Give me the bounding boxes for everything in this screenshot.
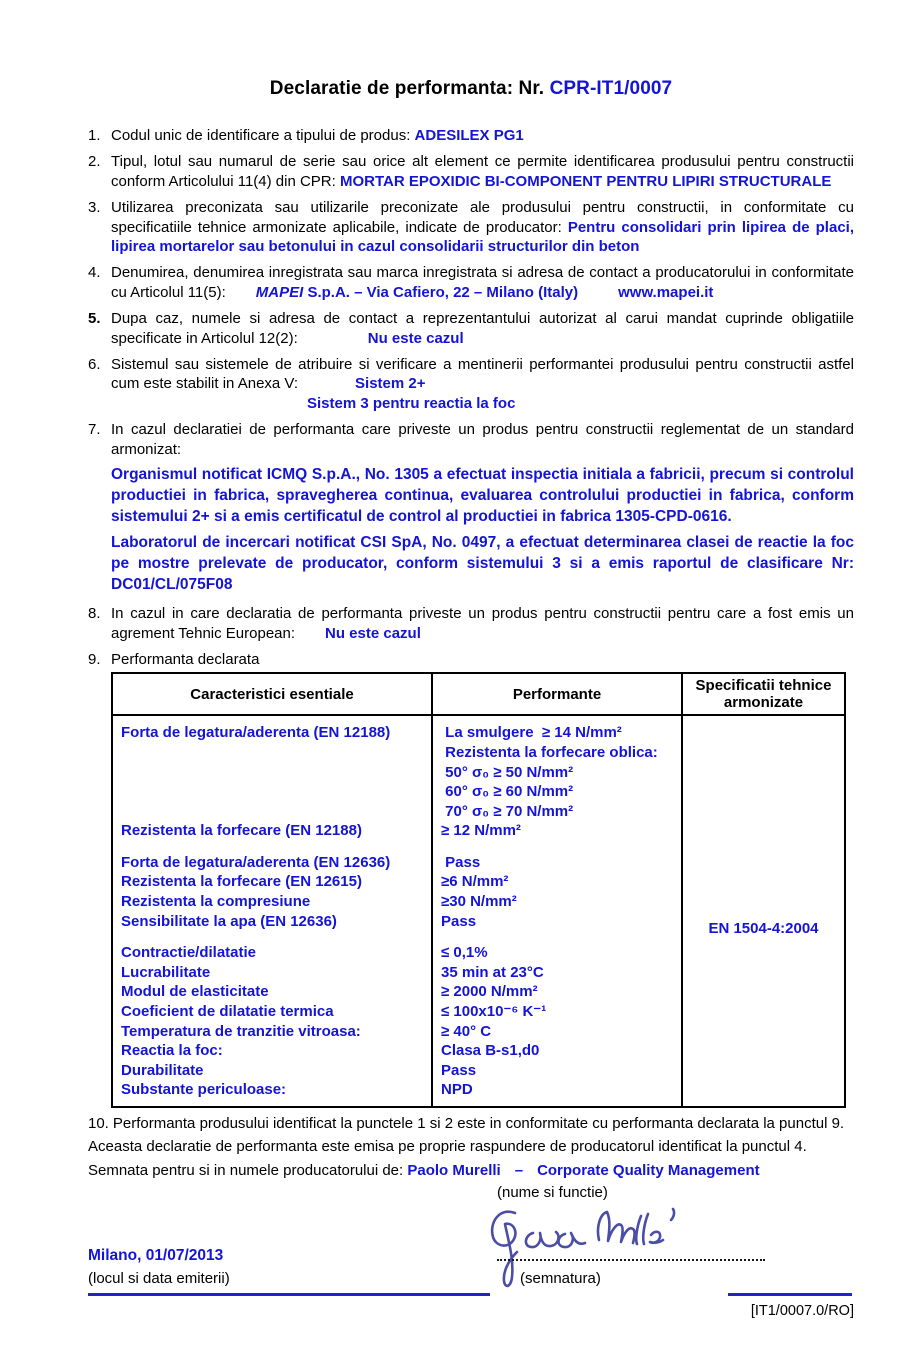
table-line: Durabilitate — [121, 1061, 204, 1079]
item-number: 3. — [88, 199, 101, 217]
characteristics-cell — [112, 715, 432, 1107]
item-body — [111, 126, 854, 145]
item-body — [111, 355, 854, 413]
item-number: 1. — [88, 127, 101, 144]
list-item-1 — [88, 126, 854, 145]
avcp-system-line-2 — [307, 394, 854, 413]
table-line: Forta de legatura/aderenta (EN 12188) — [121, 724, 391, 742]
manufacturer-brand: MAPEI — [255, 283, 304, 301]
table-line: 60° σ₀ ≥ 60 N/mm² — [441, 783, 574, 801]
list-item-7 — [88, 420, 854, 597]
signature-block — [88, 1203, 854, 1363]
header-performance: Performante — [432, 673, 682, 715]
table-line: Reactia la foc: — [121, 1042, 223, 1060]
signature-label: (semnatura) — [520, 1269, 601, 1287]
table-line: Rezistenta la forfecare (EN 12188) — [121, 822, 362, 840]
signer-role: Corporate Quality Management — [537, 1161, 760, 1179]
avcp-system-value: Sistem 2+ — [355, 375, 426, 393]
item-body — [111, 604, 854, 643]
item-body — [111, 650, 854, 669]
product-type-value: MORTAR EPOXIDIC BI-COMPONENT PENTRU LIPIRI STRUCTURALE — [339, 172, 832, 190]
intended-use-value: Pentru consolidari prin lipirea de placi, lipirea mortarelor sau betonului in cazul consolidarii structurilor din beton — [111, 218, 854, 256]
item-text: In cazul in care declaratia de performanta priveste un produs pentru constructii pentru care a fost emis un agrement Tehnic European: — [111, 605, 854, 642]
table-line: ≥ 2000 N/mm² — [441, 983, 538, 1001]
list-item-2 — [88, 152, 854, 191]
item-text: In cazul declaratiei de performanta care priveste un produs pentru constructii reglementat de un standard armonizat: — [111, 421, 854, 458]
item-number: 5. — [88, 310, 101, 328]
list-item-9 — [88, 650, 854, 669]
name-function-label: (nume si functie) — [497, 1184, 608, 1202]
product-code-value: ADESILEX PG1 — [414, 127, 524, 144]
table-line: Rezistenta la compresiune — [121, 893, 311, 911]
table-header-row — [112, 673, 845, 715]
item-text: Dupa caz, numele si adresa de contact a reprezentantului autorizat al carui mandat cuprinde obligatiile specificate in Articolul 12(2): — [111, 310, 854, 347]
signer-name: Paolo Murelli — [407, 1161, 501, 1179]
declaration-number: CPR-IT1/0007 — [549, 78, 673, 99]
item-text: Codul unic de identificare a tipului de produs: — [111, 127, 415, 144]
item-text: Performanta declarata — [111, 650, 260, 668]
table-line: ≥ 40° C — [441, 1022, 492, 1040]
signature-dotted-line — [497, 1245, 765, 1261]
table-line: Rezistenta la forfecare oblica: — [441, 743, 658, 761]
table-line: ≥30 N/mm² — [441, 893, 517, 911]
item-number: 4. — [88, 264, 101, 282]
responsibility-statement: Aceasta declaratie de performanta este emisa pe proprie raspundere de producatorul identificat la punctul 4. — [88, 1138, 807, 1156]
list-item-4 — [88, 263, 854, 302]
place-date-label: (locul si data emiterii) — [88, 1269, 230, 1287]
performance-cell — [432, 715, 682, 1107]
signed-by-line — [88, 1161, 854, 1180]
manufacturer-address: S.p.A. – Via Cafiero, 22 – Milano (Italy) — [303, 283, 579, 301]
place-and-date: Milano, 01/07/2013 — [88, 1246, 224, 1264]
item-body — [111, 152, 854, 191]
table-line: Rezistenta la forfecare (EN 12615) — [121, 873, 362, 891]
table-line — [121, 931, 423, 943]
table-line — [441, 931, 673, 943]
table-line — [121, 841, 423, 853]
table-line: Substante periculoase: — [121, 1081, 287, 1099]
header-characteristics: Caracteristici esentiale — [112, 673, 432, 715]
statement-text: Performanta produsului identificat la punctele 1 si 2 este in conformitate cu performanta declarata la punctul 9. — [112, 1115, 845, 1132]
table-line: Pass — [441, 853, 481, 871]
item-text: Utilizarea preconizata sau utilizarile preconizate ale produsului pentru constructii, in conformitate cu specificatiile tehnice armonizate aplicabile, indicate de producator: — [111, 199, 854, 236]
table-line: NPD — [441, 1081, 473, 1099]
table-line: Clasa B-s1,d0 — [441, 1042, 540, 1060]
item-body — [111, 198, 854, 256]
header-specifications: Specificatii tehnice armonizate — [682, 673, 845, 715]
table-line: Lucrabilitate — [121, 963, 211, 981]
table-line: Coeficient de dilatatie termica — [121, 1003, 334, 1021]
table-line: Contractie/dilatatie — [121, 944, 257, 962]
item-number: 8. — [88, 605, 101, 623]
bottom-rule-right — [728, 1293, 852, 1296]
table-line — [121, 763, 423, 783]
item-text: Denumirea, denumirea inregistrata sau marca inregistrata si adresa de contact a producatorului in conformitate cu Articolul 11(5): — [111, 264, 854, 301]
manufacturer-website: www.mapei.it — [618, 283, 714, 301]
performance-table — [111, 672, 846, 1108]
list-item-5 — [88, 309, 854, 348]
list-item-3 — [88, 198, 854, 256]
item-number: 9. — [88, 650, 101, 668]
table-line: ≥ 12 N/mm² — [441, 822, 521, 840]
table-line: 70° σ₀ ≥ 70 N/mm² — [441, 802, 574, 820]
table-body-row — [112, 715, 845, 1107]
item-text: Tipul, lotul sau numarul de serie sau orice alt element ce permite identificarea produsului pentru constructii conform Articolului 11(4) din CPR: — [111, 153, 854, 190]
item-body — [111, 263, 854, 302]
page-title — [88, 78, 854, 100]
table-line: Forta de legatura/aderenta (EN 12636) — [121, 853, 391, 871]
signed-by-text: Semnata pentru si in numele producatorului de: — [88, 1161, 408, 1179]
table-line — [441, 841, 673, 853]
item-number: 6. — [88, 356, 101, 374]
list-item-6 — [88, 355, 854, 413]
authorized-rep-value: Nu este cazul — [367, 329, 464, 347]
reference-code: [IT1/0007.0/RO] — [750, 1302, 854, 1319]
item-number: 2. — [88, 153, 101, 171]
test-lab-paragraph: Laboratorul de incercari notificat CSI SpA, No. 0497, a efectuat determinarea clasei de reactie la foc pe mostre prelevate de producator, conform sistemului 3 si a emis raportul de clasificare Nr: DC01/CL/075F08 — [111, 534, 854, 594]
conformity-statement — [88, 1114, 854, 1133]
notified-body-paragraph: Organismul notificat ICMQ S.p.A., No. 1305 a efectuat inspectia initiala a fabricii, precum si controlul productiei in fabrica, spravegherea continua, evaluarea controlului productiei in fabrica, conform sistemului 2+ si a emis certificatul de control al productiei in fabrica 1305-CPD-0616. — [111, 466, 854, 526]
table-line: ≤ 0,1% — [441, 944, 488, 962]
table-line: Sensibilitate la apa (EN 12636) — [121, 912, 337, 930]
avcp-system-value-2: Sistem 3 pentru reactia la foc — [307, 394, 516, 412]
title-text: Declaratie de performanta: Nr. — [269, 78, 550, 99]
table-line: ≤ 100x10⁻⁶ K⁻¹ — [441, 1003, 547, 1021]
table-line: Pass — [441, 1061, 477, 1079]
table-line: Pass — [441, 912, 477, 930]
item-body — [111, 420, 854, 597]
bottom-rule-left — [88, 1293, 490, 1296]
item-number: 10. — [88, 1115, 109, 1132]
eta-value: Nu este cazul — [325, 624, 421, 642]
table-line: Temperatura de tranzitie vitroasa: — [121, 1022, 361, 1040]
dash-separator: – — [514, 1161, 524, 1179]
table-line: La smulgere ≥ 14 N/mm² — [441, 724, 622, 742]
table-line — [121, 802, 423, 822]
list-item-8 — [88, 604, 854, 643]
table-line: ≥6 N/mm² — [441, 873, 509, 891]
item-number: 7. — [88, 421, 101, 439]
table-line — [121, 743, 423, 763]
table-line — [121, 782, 423, 802]
harmonized-spec-cell: EN 1504-4:2004 — [682, 715, 845, 1107]
table-line: 50° σ₀ ≥ 50 N/mm² — [441, 763, 574, 781]
table-line: Modul de elasticitate — [121, 983, 269, 1001]
item-text: Sistemul sau sistemele de atribuire si verificare a mentinerii performantei produsului pentru constructii astfel cum este stabilit in Anexa V: — [111, 356, 854, 393]
item-body — [111, 309, 854, 348]
table-line: 35 min at 23°C — [441, 963, 544, 981]
